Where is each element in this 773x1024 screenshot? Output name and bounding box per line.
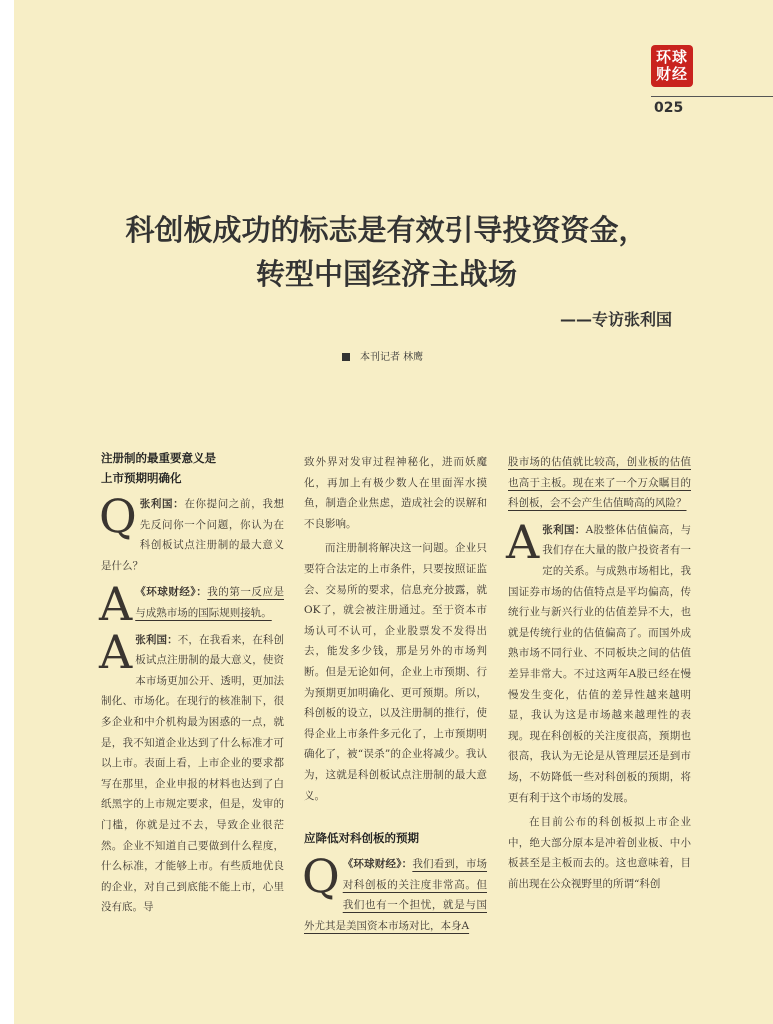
section-heading-2: 应降低对科创板的预期 bbox=[304, 831, 419, 846]
speaker-label: 《环球财经》： bbox=[342, 858, 413, 871]
answer-1 bbox=[99, 577, 285, 632]
title-line-2: 转型中国经济主战场 bbox=[255, 257, 517, 291]
title-line-1: 科创板成功的标志是有效引导投资资金， bbox=[125, 213, 648, 247]
answer-2 bbox=[99, 624, 285, 918]
section-heading-1-line-2: 上市预期明确化 bbox=[101, 471, 182, 485]
article-title bbox=[0, 208, 773, 296]
answer-text: A股整体估值偏高，与我们存在大量的散户投资者有一定的关系。与成熟市场相比，我国证券市场的估值特点是平均偏高，传统行业与新兴行业的估值差异不大，也就是传统行业的估值偏高了。而国外成熟市场不同行业、不同板块之间的估值差异非常大。不过这两年A股已经在慢慢发生变化，估值的差异性越来越明显，我认为这是市场越来越理性的表现。现在科创板的关注度很高，预期也很高，我认为无论是从管理层还是到市场，不妨降低一些对科创板的预期，将更有利于这个市场的发展。 bbox=[508, 523, 691, 804]
drop-cap-q: Q bbox=[99, 489, 137, 543]
article-subtitle: ——专访张利国 bbox=[560, 310, 673, 329]
answer-text: 不，在我看来，在科创板试点注册制的最大意义，使资本市场更加公开、透明，更加法制化、市场化。在现行的核准制下，很多企业和中介机构最为困惑的一点，就是，我不知道企业达到了什么标准才可以上市。表面上看，上市企业的要求都写在那里，企业申报的材料也达到了白纸黑字的上市规定要求，但是，发审的门槛，你就是过不去，导致企业很茫然。企业不知道自己要做到什么程度，什么标准，才能够上市。有些质地优良的企业，对自己到底能不能上市，心里没有底。导 bbox=[101, 633, 285, 914]
byline bbox=[342, 348, 423, 363]
answer-text: 我的第一反应是与成熟市场的国际规则接轨。 bbox=[135, 586, 285, 619]
column-3 bbox=[508, 452, 691, 894]
column-1 bbox=[101, 448, 284, 918]
paragraph: 在目前公布的科创板拟上市企业中，绝大部分原本是冲着创业板、中小板甚至是主板而去的。这也意味着，目前出现在公众视野里的所谓“科创 bbox=[508, 816, 691, 890]
question-1 bbox=[99, 489, 284, 576]
drop-cap-a: A bbox=[99, 577, 133, 632]
magazine-logo bbox=[651, 45, 693, 87]
drop-cap-a: A bbox=[99, 624, 133, 679]
speaker-label: 张利国： bbox=[542, 523, 586, 536]
drop-cap-q: Q bbox=[302, 849, 340, 904]
paragraph: 致外界对发审过程神秘化，进而妖魔化，再加上有极少数人在里面浑水摸鱼，制造企业焦虑，造成社会的误解和不良影响。 bbox=[304, 456, 487, 530]
paragraph: 而注册制将解决这一问题。企业只要符合法定的上市条件，只要按照证监会、交易所的要求，信息充分披露，就OK了，就会被注册通过。至于资本市场认可不认可，企业股票发不发得出去，能发多少钱，那是另外的市场判断。但是无论如何，企业上市预期、行为预期更加明确化、更可预期。所以，科创板的设立，以及注册制的推行，使得企业上市条件多元化了，上市预期明确化了，被“误杀”的企业将减少。我认为，这就是科创板试点注册制的最大意义。 bbox=[304, 542, 487, 802]
question-continued: 股市场的估值就比较高，创业板的估值也高于主板。现在来了一个万众瞩目的科创板，会不会产生估值畸高的风险？ bbox=[508, 456, 691, 510]
page-margin bbox=[0, 0, 14, 1024]
question-2 bbox=[302, 849, 488, 936]
page-number: 025 bbox=[654, 100, 684, 116]
speaker-label: 《环球财经》： bbox=[135, 586, 208, 599]
answer-3 bbox=[506, 514, 691, 808]
logo-line-1: 环球 bbox=[655, 48, 688, 66]
question-text: 在你提问之前，我想先反问你一个问题，你认为在科创板试点注册制的最大意义是什么？ bbox=[101, 498, 284, 572]
section-heading-1-line-1: 注册制的最重要意义是 bbox=[101, 451, 216, 465]
logo-line-2: 财经 bbox=[655, 65, 688, 83]
drop-cap-a: A bbox=[506, 514, 540, 569]
byline-text: 本刊记者 林鹰 bbox=[360, 352, 424, 363]
speaker-label: 张利国： bbox=[139, 498, 185, 510]
byline-square-icon bbox=[342, 353, 350, 361]
speaker-label: 张利国： bbox=[135, 633, 178, 646]
header-rule bbox=[651, 96, 773, 97]
column-2 bbox=[304, 452, 487, 936]
question-text: 我们看到，市场对科创板的关注度非常高。但我们也有一个担忧，就是与国外尤其是美国资本市场对比，本身A bbox=[304, 858, 488, 932]
